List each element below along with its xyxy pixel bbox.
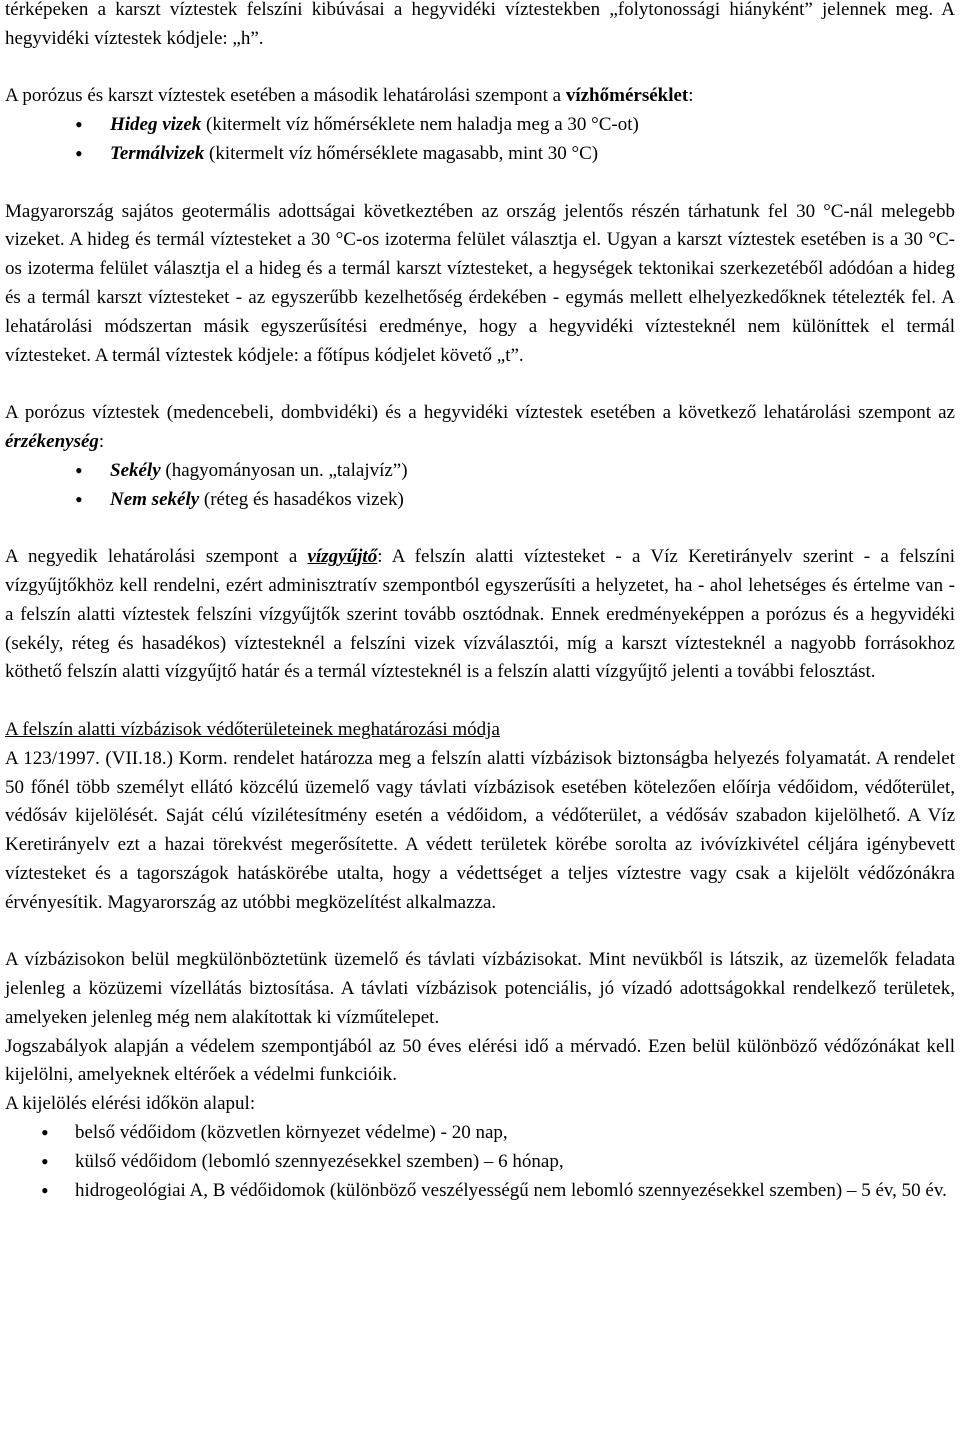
term-erzekenyseg: érzékenység — [5, 430, 99, 452]
paragraph-intro-text: A porózus és karszt víztestek esetében a második lehatárolási szempont a — [5, 85, 566, 107]
list-item: • külső védőidom (lebomló szennyezésekkel szemben) – 6 hónap, — [5, 1148, 955, 1177]
intro-colon: : — [98, 430, 105, 452]
paragraph-jogszabalyok: Jogszabályok alapján a védelem szempontjából az 50 éves elérési idő a mérvadó. Ezen belül különböző védőzónákat kell kijelölni, amelyeknek eltérőek a védelmi funkcióik. — [5, 1035, 955, 1086]
paragraph-intro-text: A porózus víztestek (medencebeli, dombvidéki) és a hegyvidéki víztestek esetében a következő lehatárolási szempont az — [5, 402, 955, 424]
protection-zone-list — [5, 1119, 955, 1205]
item-label: Nem sekély — [110, 488, 200, 510]
item-text: (kitermelt víz hőmérséklete nem haladja meg a 30 °C-ot) — [201, 114, 639, 136]
paragraph-vizhomerseklet — [5, 82, 955, 111]
list-item — [5, 457, 955, 486]
paragraph-erzekenyseg — [5, 399, 955, 457]
paragraph-intro-text: A negyedik lehatárolási szempont a — [5, 546, 308, 568]
paragraph-rest-text: : A felszín alatti víztesteket - a Víz Keretirányelv szerint - a felszíni vízgyűjtőkhöz kell rendelni, ezért adminisztratív szempontból egyszerűsíti a helyzetet, ha - ahol lehetséges és értelme van - a felszín alatti víztestek felszíni vízgyűjtők szerint tovább osztódnak. Ennek eredményeképpen a porózus és a hegyvidéki (sekély, réteg és hasadékos) víztesteknél a felszíni vizek vízválasztói, míg a karszt víztesteknél a nagyobb forrásokhoz köthető felszín alatti vízgyűjtő határ és a termál víztesteknél is a felszín alatti vízgyűjtő jelenti a további felosztást. — [5, 546, 955, 683]
item-label: Sekély — [110, 459, 161, 481]
paragraph-vizgyujto — [5, 543, 955, 687]
list-item — [5, 140, 955, 169]
paragraph-kijeloles: A kijelölés elérési időkön alapul: — [5, 1093, 256, 1115]
item-label: Hideg vizek — [110, 114, 202, 136]
term-vizhomerseklet: vízhőmérséklet — [565, 85, 689, 107]
list-item: • belső védőidom (közvetlen környezet védelme) - 20 nap, — [5, 1119, 955, 1148]
term-vizgyujto: vízgyűjtő — [307, 546, 378, 568]
sensitivity-list — [5, 457, 955, 515]
item-text: (réteg és hasadékos vizek) — [199, 488, 404, 510]
list-item — [5, 111, 955, 140]
intro-colon: : — [688, 85, 694, 107]
item-label: Termálvizek — [110, 142, 205, 164]
list-item: • hidrogeológiai A, B védőidomok (különböző veszélyességű nem lebomló szennyezésekkel szemben) – 5 év, 50 év. — [5, 1177, 955, 1206]
document-page — [5, 0, 955, 1205]
paragraph-geotermalis: Magyarország sajátos geotermális adottságai következtében az ország jelentős részén tárhatunk fel 30 °C-nál melegebb vizeket. A hideg és termál víztesteket a 30 °C-os izoterma felület választja el. Ugyan a karszt víztestek esetében is a 30 °C-os izoterma felület választja el a hideg és a termál karszt víztesteket, a hegységek tektonikai szerkezetéből adódóan a hideg és a termál karszt víztesteket - az egyszerűbb kezelhetőség érdekében - egymás mellett elhelyezkedőknek tételezték fel. A lehatárolási módszertan másik egyszerűsítési eredménye, hogy a hegyvidéki víztesteknél nem különíttek el termál víztesteket. A termál víztestek kódjele: a főtípus kódjelet követő „t”. — [5, 200, 955, 366]
paragraph-karszt-intro: térképeken a karszt víztestek felszíni kibúvásai a hegyvidéki víztestekben „folytonossági hiányként” jelennek meg. A hegyvidéki víztestek kódjele: „h”. — [5, 0, 955, 49]
temperature-list — [5, 111, 955, 169]
list-item — [5, 486, 955, 515]
item-text: (hagyományosan un. „talajvíz”) — [160, 459, 408, 481]
paragraph-vizbazisok: A vízbázisokon belül megkülönböztetünk üzemelő és távlati vízbázisokat. Mint nevükből is látszik, az üzemelők feladata jelenleg a közüzemi vízellátás biztosítása. A távlati vízbázisok potenciális, jó vízadó adottságokkal rendelkező területek, amelyeken jelenleg még nem alakítottak ki vízműtelepet. — [5, 949, 955, 1028]
item-text: (kitermelt víz hőmérséklete magasabb, mint 30 °C) — [204, 142, 599, 164]
section-heading: A felszín alatti vízbázisok védőterületeinek meghatározási módja — [5, 718, 500, 740]
paragraph-rendelet: A 123/1997. (VII.18.) Korm. rendelet határozza meg a felszín alatti vízbázisok biztonságba helyezés folyamatát. A rendelet 50 főnél több személyt ellátó közcélú üzemelő vagy távlati vízbázisok esetében kötelezően előírja védőidom, védőterület, védősáv kijelölését. Saját célú vízilétesítmény esetén a védőidom, a védőterület, a védősáv szabadon kijelölhető. A Víz Keretirányelv ezt a hazai törekvést megerősítette. A védett területek körébe sorolta az ivóvízkivétel céljára igénybevett víztesteket és a tagországok hatáskörébe utalta, hogy a védettséget a teljes víztestre vagy csak a kijelölt védőzónákra érvényesítik. Magyarország az utóbbi megközelítést alkalmazza. — [5, 747, 955, 913]
